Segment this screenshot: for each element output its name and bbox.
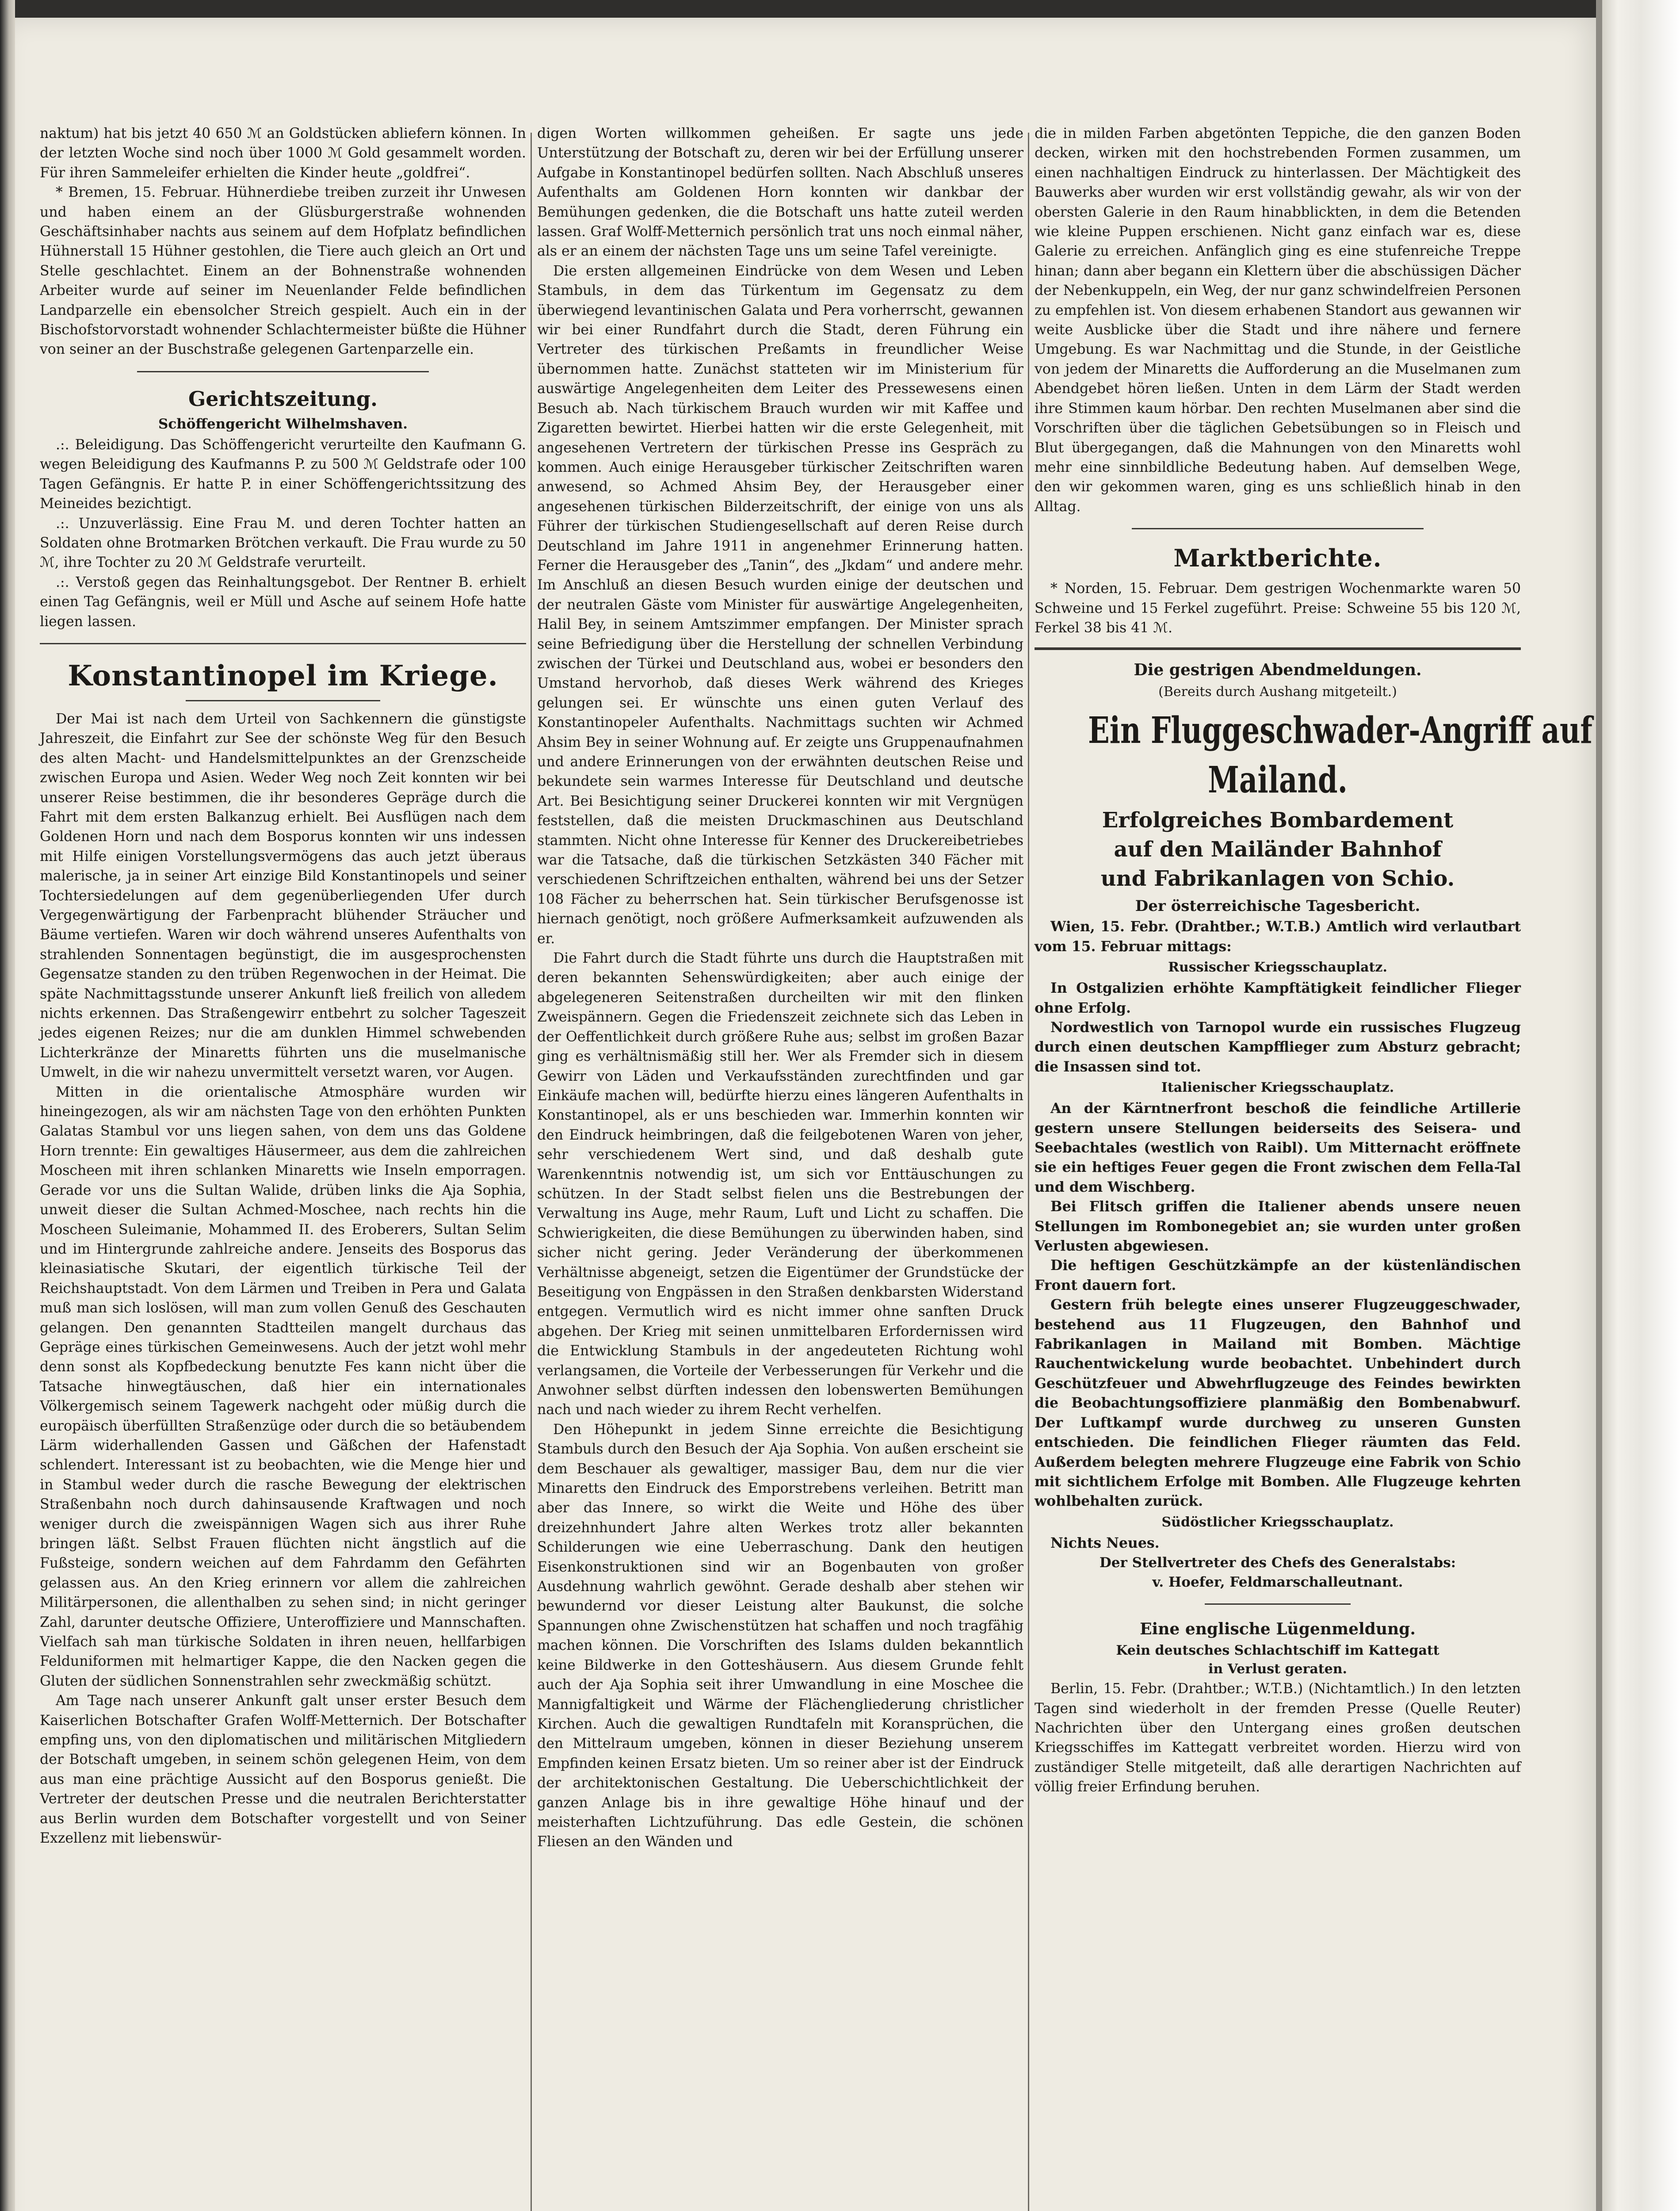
heading-southeast-front: Südöstlicher Kriegsschauplatz. [1161,1514,1394,1530]
article-paragraph: Am Tage nach unserer Ankunft galt unser erster Besuch dem Kaiserlichen Botschafter Grafen Wolff-Metternich. Der Botschafter empfing uns, von den diplomatischen und militärischen Mitgliedern der Botschaft umgeben, in seinem schön gelegenen Heim, von dem aus man eine prächtige Aussicht auf den Bosporus genießt. Die Vertreter der deutschen Presse und die neutralen Berichterstatter aus Berlin wurden dem Botschafter vorgestellt und von Seiner Exzellenz mit liebenswür- [40,1693,526,1847]
subheading-court: Schöffengericht Wilhelmshaven. [158,416,408,432]
subheadline-line-3: und Fabrikanlagen von Schio. [1100,866,1455,891]
heading-austrian-report: Der österreichische Tagesbericht. [1135,897,1420,915]
report-item: Bei Flitsch griffen die Italiener abends unsere neuen Stellungen im Rombonegebiet an; sie wurden unter großen Verlusten abgewiesen. [1035,1198,1521,1255]
signature-line-2: v. Hoefer, Feldmarschalleutnant. [1152,1574,1403,1591]
column-divider [531,133,532,2211]
separator [1205,1603,1351,1605]
section-heading-court: Gerichtszeitung. [188,386,378,411]
heading-italian-front: Italienischer Kriegsschauplatz. [1161,1080,1394,1096]
report-item: Nichts Neues. [1050,1534,1160,1551]
article-paragraph: Die ersten allgemeinen Eindrücke von dem Wesen und Leben Stambuls, in dem das Türkentum im Gegensatz zu dem überwiegend levantinischen Galata und Pera vorherrscht, gewannen wir bei einer Rundfahrt durch die Stadt, deren Führung ein Vertreter des türkischen Preßamts in freundlicher Weise übernommen hatte. Zunächst statteten wir im Ministerium für auswärtige Angelegenheiten dem Leiter des Pressewesens einen Besuch ab. Nach türkischem Brauch wurden wir mit Kaffee und Zigaretten bewirtet. Hierbei hatten wir die erste Gelegenheit, mit angesehenen Vertretern der türkischen Presse ins Gespräch zu kommen. Auch einige Herausgeber türkischer Zeitschriften waren anwesend, so Achmed Ahsim Bey, der Herausgeber einer angesehenen türkischen Bilderzeitschrift, der einige von uns als Führer der türkischen Studiengesellschaft auf deren Reise durch Deutschland im Jahre 1911 in angenehmer Erinnerung hatten. Ferner die Herausgeber des „Tanin“, des „Jkdam“ und andere mehr. Im Anschluß an diesen Besuch wurden einige der deutschen und der neutralen Gäste vom Minister für auswärtige Angelegenheiten, Halil Bey, in seinem Amtszimmer empfangen. Der Minister sprach seine Befriedigung über die Herstellung der schnellen Verbindung zwischen der Türkei und Deutschland aus, wobei er besonders den Umstand hervorhob, daß dieses Werk während des Krieges gelungen sei. Er wünschte uns einen guten Verlauf des Konstantinopeler Aufenthalts. Nachmittags suchten wir Achmed Ahsim Bey in seiner Wohnung auf. Er zeigte uns Gruppenaufnahmen und andere Erinnerungen von der erwähnten deutschen Reise und bekundete sein warmes Interesse für Deutschland und deutsche Art. Bei Besichtigung seiner Druckerei konnten wir mit Vergnügen feststellen, daß die meisten Druckmaschinen aus Deutschland stammten. Nicht ohne Interesse für Kenner des Druckereibetriebes war die Tatsache, daß die türkischen Setzkästen 340 Fächer mit verschiedenen Schriftzeichen enthalten, während bei uns der Setzer 108 Fächer zu beherrschen hat. Sein türkischer Berufsgenosse ist hiernach genötigt, noch größere Aufmerksamkeit aufzuwenden als er. [537,263,1023,947]
section-heading-market: Marktberichte. [1173,544,1382,573]
subheading-english-report-2: in Verlust geraten. [1208,1661,1347,1677]
heading-russian-front: Russischer Kriegsschauplatz. [1168,960,1387,975]
court-item: .:. Unzuverlässig. Eine Frau M. und deren Tochter hatten an Soldaten ohne Brotmarken Brötchen verkauft. Die Frau wurde zu 50 ℳ, ihre Tochter zu 20 ℳ Geldstrafe verurteilt. [40,515,526,571]
headline-line-1: Ein Fluggeschwader-Angriff auf [1088,709,1592,752]
report-item: In Ostgalizien erhöhte Kampftätigkeit feindlicher Flieger ohne Erfolg. [1035,980,1521,1016]
report-item: Die heftigen Geschützkämpfe an der küstenländischen Front dauern fort. [1035,1257,1521,1293]
previous-page-edge [0,0,15,2211]
subheadline-line-1: Erfolgreiches Bombardement [1102,808,1454,833]
article-paragraph: Der Mai ist nach dem Urteil von Sachkennern die günstigste Jahreszeit, die Einfahrt zur See der schönste Weg für den Besuch des alten Macht- und Handelsmittelpunktes an der Grenzscheide zwischen Europa und Asien. Weder Weg noch Zeit konnten wir bei unserer Reise bestimmen, die ihr besonderes Gepräge durch die Fahrt mit dem ersten Balkanzug erhielt. Bei Ausflügen nach dem Goldenen Horn und nach dem Bosporus konnten wir uns indessen mit Hilfe einigen Vorstellungsvermögens das auch jetzt überaus malerische, ja in seiner Art einzige Bild Konstantinopels und seiner Tochtersiedelungen auf dem gegenüberliegenden Ufer durch Vergegenwärtigung der Farbenpracht blühender Sträucher und Bäume vertiefen. Waren wir doch während unseres Aufenthalts von strahlenden Sonnentagen begünstigt, die im ausgesprochensten Gegensatze standen zu den trüben Regenwochen in der Heimat. Die späte Nachmittagsstunde unserer Ankunft ließ freilich von alledem nichts erkennen. Das Straßengewirr entbehrt zu solcher Tageszeit jedes eigenen Reizes; nur die am dunklen Himmel schwebenden Lichterkränze der Minaretts führten uns die muselmanische Umwelt, in die wir nahezu unvermittelt versetzt waren, vor Augen. [40,711,526,1081]
heading-english-report: Eine englische Lügenmeldung. [1140,1620,1416,1639]
column-3 [1035,124,1592,2211]
column-divider [1028,133,1029,2211]
separator [186,700,380,701]
article-continuation: naktum) hat bis jetzt 40 650 ℳ an Goldstücken abliefern können. In der letzten Woche sind noch über 1000 ℳ Gold gesammelt worden. Für ihren Sammeleifer erhielten die Kinder heute „goldfrei“. [40,126,526,181]
article-paragraph: digen Worten willkommen geheißen. Er sagte uns jede Unterstützung der Botschaft zu, deren wir bei der Erfüllung unserer Aufgabe in Konstantinopel bedürfen sollten. Nach Abschluß unseres Aufenthalts am Goldenen Horn konnten wir dankbar der Bemühungen gedenken, die die Botschaft uns hatte zuteil werden lassen. Graf Wolff-Metternich persönlich trat uns noch einmal näher, als er an einem der nächsten Tage uns um seine Tafel vereinigte. [537,126,1023,260]
article-paragraph: Mitten in die orientalische Atmosphäre wurden wir hineingezogen, als wir am nächsten Tage von den erhöhten Punkten Galatas Stambul vor uns liegen sahen, von dem uns das Goldene Horn trennte: Ein gewaltiges Häusermeer, aus dem die zahlreichen Moscheen mit ihren schlanken Minaretts wie Inseln emporragen. Gerade vor uns die Sultan Walide, drüben links die Aja Sophia, unweit dieser die Sultan Achmed-Moschee, nach rechts hin die Moscheen Suleimanie, Mohammed II. des Eroberers, Sultan Selim und im Hintergrunde zahlreiche andere. Jenseits des Bosporus das kleinasiatische Skutari, der eigentlich türkische Teil der Reichshauptstadt. Von dem Lärmen und Treiben in Pera und Galata muß man sich loslösen, will man zum vollen Genuß des Geschauten gelangen. Den genannten Stadtteilen mangelt durchaus das Gepräge eines türkischen Gemeinwesens. Auch der jetzt wohl mehr denn sonst als Kopfbedeckung benutzte Fes kann nicht über die Tatsache hinwegtäuschen, daß hier ein internationales Völkergemisch seinem Tagewerk nachgeht oder müßig durch die europäisch überfüllten Straßenzüge oder durch die so betäubendem Lärm widerhallenden Gassen und Gäßchen der Hafenstadt schlendert. Interessant ist zu beobachten, wie die Menge hier und in Stambul weder durch die rasche Bewegung der elektrischen Straßenbahn noch durch dahinsausende Kraftwagen und noch weniger durch die zweispännigen Wagen sich aus ihrer Ruhe bringen läßt. Selbst Frauen flüchten nicht ängstlich auf die Fußsteige, sondern weichen auf dem Fahrdamm den Gefährten gelassen aus. An den Krieg erinnern vor allem die zahlreichen Militärpersonen, die allenthalben zu sehen sind; in nicht geringer Zahl, darunter deutsche Offiziere, Unteroffiziere und Mannschaften. Vielfach sah man türkische Soldaten in ihren neuen, hellfarbigen Felduniformen mit helmartiger Kappe, die den Nacken gegen die Gluten der südlichen Sonnenstrahlen sehr zweckmäßig schützt. [40,1084,526,1689]
report-item: Gestern früh belegte eines unserer Flugzeuggeschwader, bestehend aus 11 Flugzeugen, den Bahnhof und Fabrikanlagen in Mailand mit Bomben. Mächtige Rauchentwickelung wurde beobachtet. Unbehindert durch Geschützfeuer und Abwehrflugzeuge des Feindes bewirkten die Beobachtungsoffiziere planmäßig den Bombenabwurf. Der Luftkampf wurde durchweg zu unseren Gunsten entschieden. Die feindlichen Flieger räumten das Feld. Außerdem belegten mehrere Flugzeuge eine Fabrik von Schio mit sichtlichem Erfolge mit Bomben. Alle Flugzeuge kehrten wohlbehalten zurück. [1035,1297,1521,1510]
separator [40,643,526,644]
article-paragraph: die in milden Farben abgetönten Teppiche, die den ganzen Boden decken, wirken mit den hochstrebenden Formen zusammen, um einen nachhaltigen Eindruck zu hinterlassen. Der Mächtigkeit des Bauwerks aber wurden wir erst vollständig gewahr, als wir von der obersten Galerie in den Raum hinabblickten, in dem die Betenden wie kleine Puppen erschienen. Nicht ganz einfach war es, diese Galerie zu erreichen. Anfänglich ging es eine stufenreiche Treppe hinan; dann aber begann ein Klettern über die abschüssigen Dächer der Nebenkuppeln, ein Weg, der nur ganz schwindelfreien Personen zu empfehlen ist. Von diesem erhabenen Standort aus gewannen wir weite Ausblicke über die Stadt und ihre nähere und fernere Umgebung. Es war Nachmittag und die Stunde, in der Geistliche von jedem der Minaretts die Aufforderung an die Muselmanen zum Abendgebet hören ließen. Unten in dem Lärm der Stadt werden ihre Stimmen kaum hörbar. Den rechten Muselmanen aber sind die Vorschriften über die täglichen Gebetsübungen so in Fleisch und Blut übergegangen, daß die Mahnungen von den Minaretts wohl mehr eine sinnbildliche Bedeutung haben. Auf demselben Wege, den wir gekommen waren, ging es uns schließlich hinab in den Alltag. [1035,126,1521,515]
article-paragraph: Den Höhepunkt in jedem Sinne erreichte die Besichtigung Stambuls durch den Besuch der Aja Sophia. Von außen erscheint sie dem Beschauer als gewaltiger, massiger Bau, dem nur die vier Minaretts den Eindruck des Emporstrebens verleihen. Betritt man aber das Innere, so wirkt die Weite und Höhe des über dreizehnhundert Jahre alten Werkes trotz aller bekannten Schilderungen wie eine Ueberraschung. Dank den heutigen Eisenkonstruktionen sind wir an Bogenbauten von großer Ausdehnung wahrlich gewöhnt. Gerade deshalb aber stehen wir bewundernd vor dieser Leistung alter Baukunst, die solche Spannungen ohne Zwischenstützen hat schaffen und noch tragfähig machen können. Die Vorschriften des Islams dulden bekanntlich keine Bildwerke in den Gotteshäusern. Aus diesem Grunde fehlt auch der Aja Sophia seit ihrer Umwandlung in eine Moschee die Mannigfaltigkeit und Wärme der Flächengliederung christlicher Kirchen. Auch die gewaltigen Rundtafeln mit Koransprüchen, die den Mittelraum umgeben, können in dieser Beziehung unserem Empfinden keinen Ersatz bieten. Um so reiner aber ist der Eindruck der architektonischen Gestaltung. Die Ueberschichtlichkeit der ganzen Anlage bis in ihre gewaltige Höhe hinauf und der meisterhaften Lichtzuführung. Das edle Gestein, die schönen Fliesen an den Wänden und [537,1421,1023,1850]
subheading-evening-reports: (Bereits durch Aushang mitgeteilt.) [1158,684,1397,700]
page-stack-edge [1602,0,1680,2211]
heading-evening-reports: Die gestrigen Abendmeldungen. [1134,661,1422,680]
signature-line-1: Der Stellvertreter des Chefs des Generalstabs: [1099,1555,1456,1571]
report-item: An der Kärntnerfront beschoß die feindliche Artillerie gestern unsere Stellungen beiderseits des Seisera- und Seebachtales (westlich von Raibl). Um Mitternacht eröffnete sie ein heftiges Feuer gegen die Front zwischen dem Fella-Tal und dem Wischberg. [1035,1100,1521,1195]
court-item: .:. Beleidigung. Das Schöffengericht verurteilte den Kaufmann G. wegen Beleidigung des Kaufmanns P. zu 500 ℳ Geldstrafe oder 100 Tagen Gefängnis. Er hatte P. in einer Schöffengerichtssitzung des Meineides bezichtigt. [40,436,526,512]
column-2 [537,124,1023,2211]
market-report: * Norden, 15. Februar. Dem gestrigen Wochenmarkte waren 50 Schweine und 15 Ferkel zugeführt. Preise: Schweine 55 bis 120 ℳ, Ferkel 38 bis 41 ℳ. [1035,581,1521,636]
report-item: Nordwestlich von Tarnopol wurde ein russisches Flugzeug durch einen deutschen Kampfflieger zum Absturz gebracht; die Insassen sind tot. [1035,1019,1521,1075]
subheadline-line-2: auf den Mailänder Bahnhof [1114,837,1442,862]
page-binding-shadow [1596,0,1602,2211]
separator [1132,528,1424,529]
article-title-konstantinopel: Konstantinopel im Kriege. [68,659,498,692]
article-paragraph: Die Fahrt durch die Stadt führte uns durch die Hauptstraßen mit deren bekannten Sehenswürdigkeiten; aber auch einige der abgelegeneren Seitenstraßen durcheilten wir mit den flinken Zweispännern. Gegen die Friedenszeit zeichnete sich das Leben in der Oeffentlichkeit durch größere Ruhe aus; selbst im großen Bazar ging es verhältnismäßig still her. Wer als Fremder sich in diesem Gewirr von Läden und Verkaufsständen zurechtfinden und gar Einkäufe machen will, bedürfte hierzu eines längeren Aufenthalts in Konstantinopel, als er uns beschieden war. Immerhin konnten wir den Eindruck heimbringen, daß die feilgebotenen Waren von jeher, sehr verschiedenem Wert sind, und daß deshalb gute Warenkenntnis notwendig ist, um sich vor Enttäuschungen zu schützen. In der Stadt selbst fielen uns die Bestrebungen der Verwaltung ins Auge, mehr Raum, Luft und Licht zu schaffen. Die Schwierigkeiten, die diese Bemühungen zu überwinden haben, sind sicher nicht gering. Jeder Veränderung der überkommenen Verhältnisse abgeneigt, setzen die Eigentümer der Grundstücke der Beseitigung von Engpässen in den Straßen denkbarsten Widerstand entgegen. Vermutlich wird es nicht immer ohne sanften Druck abgehen. Der Krieg mit seinen unmittelbaren Erfordernissen wird die Entwicklung Stambuls in der angedeuteten Richtung wohl verlangsamen, die Vorteile der Verbesserungen für Verkehr und die Anwohner selbst dürften indessen den lobenswerten Bemühungen nach und nach wieder zu ihrem Recht verhelfen. [537,950,1023,1418]
column-1 [40,124,526,2211]
headline-line-2: Mailand. [1208,759,1348,802]
court-item: .:. Verstoß gegen das Reinhaltungsgebot. Der Rentner B. erhielt einen Tag Gefängnis, weil er Müll und Asche auf seinem Hofe hatte liegen lassen. [40,574,526,630]
news-bremen: * Bremen, 15. Februar. Hühnerdiebe treiben zurzeit ihr Unwesen und haben einem an der Glüsburgerstraße wohnenden Geschäftsinhaber nachts aus seinem auf dem Hofplatz befindlichen Hühnerstall 15 Hühner gestohlen, die Tiere auch gleich an Ort und Stelle geschlachtet. Einem an der Bohnenstraße wohnenden Arbeiter wurde auf seiner im Neuenlander Felde befindlichen Landparzelle ein ebensolcher Streich gespielt. Auch ein in der Bischofstorvorstadt wohnender Schlachtermeister büßte die Hühner von seiner an der Buschstraße gelegenen Gartenparzelle ein. [40,184,526,358]
separator [137,371,429,372]
subheading-english-report-1: Kein deutsches Schlachtschiff im Kattegatt [1116,1643,1439,1659]
report-item: Berlin, 15. Febr. (Drahtber.; W.T.B.) (Nichtamtlich.) In den letzten Tagen sind wiederholt in der fremden Presse (Quelle Reuter) Nachrichten über den Untergang eines großen deutschen Kriegsschiffes im Kattegatt verbreitet worden. Hierzu wird von zuständiger Stelle mitgeteilt, daß alle derartigen Nachrichten auf völlig freier Erfindung beruhen. [1035,1681,1521,1795]
separator [1035,647,1521,650]
report-dateline: Wien, 15. Febr. (Drahtber.; W.T.B.) Amtlich wird verlautbart vom 15. Februar mittags: [1035,918,1521,955]
